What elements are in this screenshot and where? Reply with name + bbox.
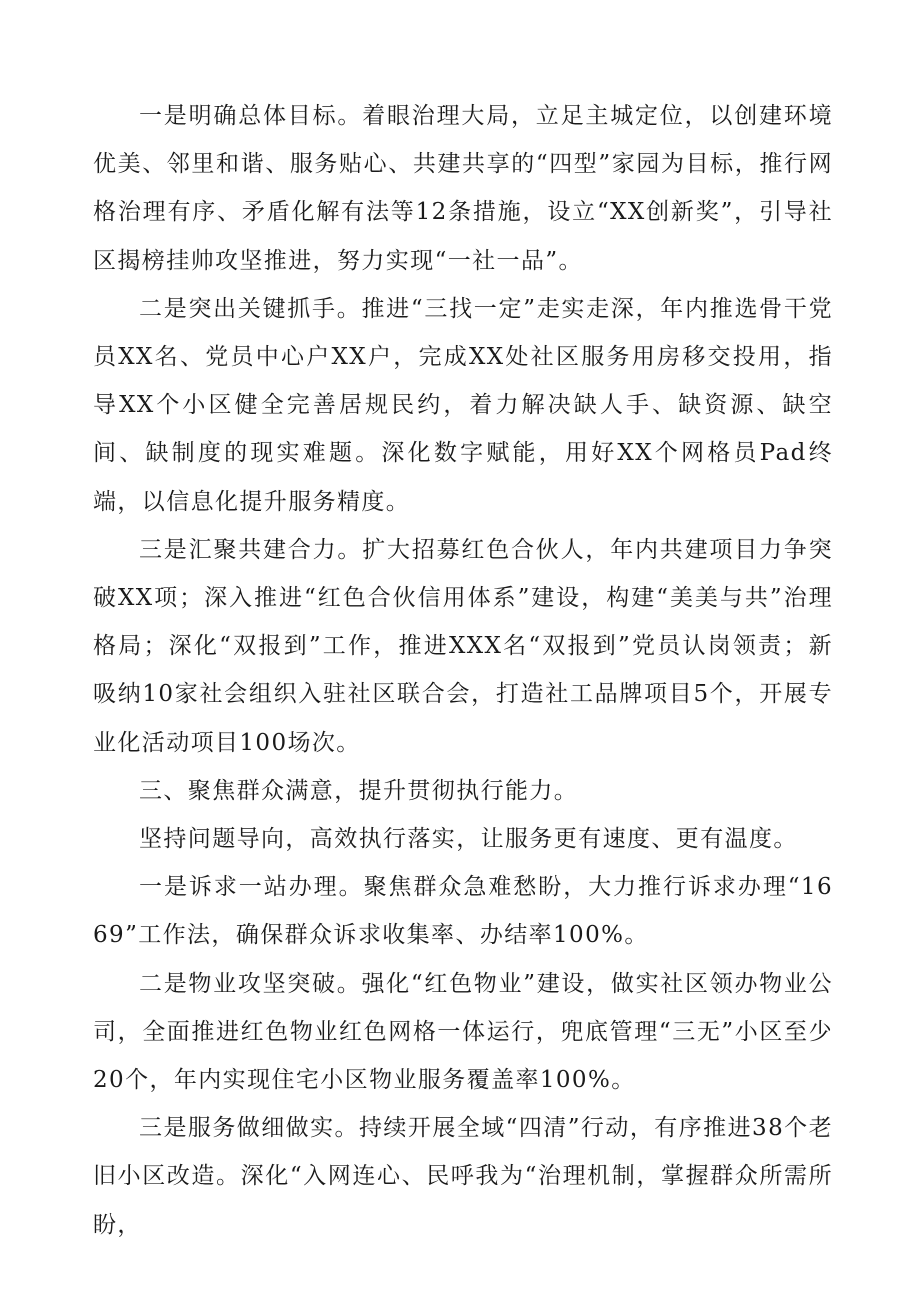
paragraph-joint-building: 三是汇聚共建合力。扩大招募红色合伙人，年内共建项目力争突破XX项；深入推进“红色合伙信用体系”建设，构建“美美与共”治理格局；深化“双报到”工作，推进XXX名“双报到”党员认岗领责；新吸纳10家社会组织入驻社区联合会，打造社工品牌项目5个，开展专业化活动项目100场次。 [93, 536, 833, 756]
paragraph-key-measures: 二是突出关键抓手。推进“三找一定”走实走深，年内推选骨干党员XX名、党员中心户XX户，完成XX处社区服务用房移交投用，指导XX个小区健全完善居规民约，着力解决缺人手、缺资源、缺空间、缺制度的现实难题。深化数字赋能，用好XX个网格员Pad终端，以信息化提升服务精度。 [93, 295, 833, 515]
paragraph-goal: 一是明确总体目标。着眼治理大局，立足主城定位，以创建环境优美、邻里和谐、服务贴心、共建共享的“四型”家园为目标，推行网格治理有序、矛盾化解有法等12条措施，设立“XX创新奖”，引导社区揭榜挂帅攻坚推进，努力实现“一社一品”。 [93, 103, 833, 274]
paragraph-property: 二是物业攻坚突破。强化“红色物业”建设，做实社区领办物业公司，全面推进红色物业红色网格一体运行，兜底管理“三无”小区至少20个，年内实现住宅小区物业服务覆盖率100%。 [93, 970, 833, 1094]
document-body [93, 92, 833, 1249]
paragraph-one-stop: 一是诉求一站办理。聚焦群众急难愁盼，大力推行诉求办理“1669”工作法，确保群众诉求收集率、办结率100%。 [93, 874, 833, 949]
paragraph-section-intro: 坚持问题导向，高效执行落实，让服务更有速度、更有温度。 [139, 826, 798, 853]
section-heading: 三、聚焦群众满意，提升贯彻执行能力。 [139, 777, 579, 804]
paragraph-service: 三是服务做细做实。持续开展全域“四清”行动，有序推进38个老旧小区改造。深化“入网连心、民呼我为“治理机制，掌握群众所需所盼， [93, 1115, 833, 1238]
